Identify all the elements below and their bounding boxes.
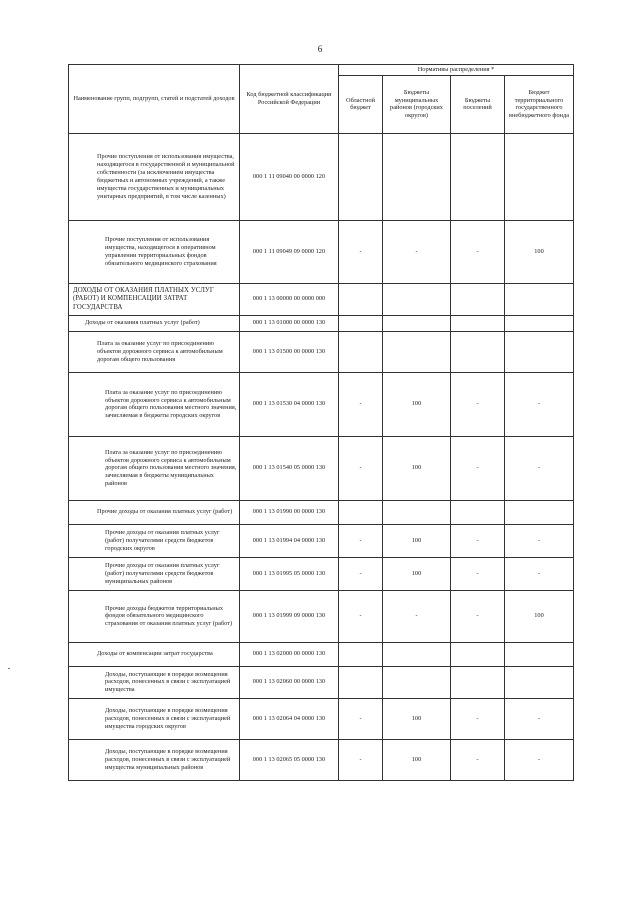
row-value-settlements: -: [451, 436, 505, 500]
row-value-regional: -: [339, 524, 383, 557]
header-col-settlements: Бюджеты поселений: [451, 75, 505, 133]
row-value-municipal: 100: [383, 557, 451, 590]
row-code: 000 1 13 01999 09 0000 130: [240, 590, 339, 642]
row-value-municipal: 100: [383, 524, 451, 557]
row-value-regional: [339, 642, 383, 666]
table-row: [69, 500, 574, 524]
row-name: Доходы, поступающие в порядке возмещения расходов, понесенных в связи с эксплуатацией имущества городских округов: [69, 698, 240, 739]
row-value-municipal: 100: [383, 436, 451, 500]
row-code: 000 1 13 01530 04 0000 130: [240, 372, 339, 436]
row-name: ДОХОДЫ ОТ ОКАЗАНИЯ ПЛАТНЫХ УСЛУГ (РАБОТ) И КОМПЕНСАЦИИ ЗАТРАТ ГОСУДАРСТВА: [69, 283, 240, 315]
row-value-municipal: [383, 666, 451, 698]
row-value-settlements: -: [451, 698, 505, 739]
row-value-regional: [339, 500, 383, 524]
row-value-municipal: [383, 331, 451, 372]
table-row: [69, 524, 574, 557]
row-value-fund: -: [505, 436, 574, 500]
row-value-settlements: -: [451, 372, 505, 436]
table-row: [69, 698, 574, 739]
row-code: 000 1 11 09040 00 0000 120: [240, 133, 339, 220]
row-code: 000 1 13 01540 05 0000 130: [240, 436, 339, 500]
table-body: [69, 133, 574, 780]
row-code: 000 1 11 09049 09 0000 120: [240, 220, 339, 283]
row-value-settlements: [451, 500, 505, 524]
row-value-municipal: [383, 642, 451, 666]
page-number: 6: [317, 44, 323, 54]
row-value-regional: [339, 133, 383, 220]
row-value-regional: -: [339, 698, 383, 739]
row-code: 000 1 13 01000 00 0000 130: [240, 315, 339, 331]
row-code: 000 1 13 01994 04 0000 130: [240, 524, 339, 557]
row-value-settlements: -: [451, 590, 505, 642]
row-name: Доходы от оказания платных услуг (работ): [69, 315, 240, 331]
row-value-municipal: 100: [383, 739, 451, 780]
header-col-municipal: Бюджеты муниципальных районов (городских округов): [383, 75, 451, 133]
row-value-regional: [339, 666, 383, 698]
row-name: Прочие доходы от оказания платных услуг (работ) получателями средств бюджетов городских округов: [69, 524, 240, 557]
row-value-fund: [505, 642, 574, 666]
row-name: Прочие доходы от оказания платных услуг (работ): [69, 500, 240, 524]
header-col-fund: Бюджет территориального государственного внебюджетного фонда: [505, 75, 574, 133]
row-name: Прочие поступления от использования имущества, находящегося в государственной и муниципальной собственности (за исключением имущества бюджетных и автономных учреждений, а также имущества государственных и муниципальных унитарных предприятий, в том числе казенных): [69, 133, 240, 220]
table-row: [69, 666, 574, 698]
row-name: Плата за оказание услуг по присоединению объектов дорожного сервиса к автомобильным дорогам общего пользования местного значения, зачисляемая в бюджеты муниципальных районов: [69, 436, 240, 500]
header-code: Код бюджетной классификации Российской Федерации: [240, 65, 339, 134]
table-row: [69, 436, 574, 500]
row-name: Прочие поступления от использования имущества, находящегося в оперативном управлении территориальных фондов обязательного медицинского страхования: [69, 220, 240, 283]
row-value-regional: [339, 331, 383, 372]
row-value-municipal: [383, 500, 451, 524]
row-code: 000 1 13 02000 00 0000 130: [240, 642, 339, 666]
header-name: Наименование групп, подгрупп, статей и подстатей доходов: [69, 65, 240, 134]
row-value-fund: [505, 331, 574, 372]
row-value-regional: [339, 315, 383, 331]
row-value-fund: -: [505, 524, 574, 557]
row-value-fund: -: [505, 372, 574, 436]
header-col-regional: Областной бюджет: [339, 75, 383, 133]
row-value-fund: -: [505, 557, 574, 590]
row-value-municipal: 100: [383, 698, 451, 739]
row-value-regional: -: [339, 220, 383, 283]
row-value-municipal: -: [383, 590, 451, 642]
row-value-fund: [505, 315, 574, 331]
row-code: 000 1 13 01500 00 0000 130: [240, 331, 339, 372]
row-name: Доходы, поступающие в порядке возмещения расходов, понесенных в связи с эксплуатацией имущества: [69, 666, 240, 698]
row-value-regional: -: [339, 372, 383, 436]
table-row: [69, 557, 574, 590]
row-name: Прочие доходы бюджетов территориальных фондов обязательного медицинского страхования от оказания платных услуг (работ): [69, 590, 240, 642]
row-name: Плата за оказание услуг по присоединению объектов дорожного сервиса к автомобильным дорогам общего пользования: [69, 331, 240, 372]
row-value-settlements: [451, 666, 505, 698]
row-value-settlements: [451, 642, 505, 666]
row-value-fund: -: [505, 698, 574, 739]
distribution-table: [68, 64, 574, 781]
row-value-settlements: [451, 315, 505, 331]
row-code: 000 1 13 00000 00 0000 000: [240, 283, 339, 315]
row-name: Доходы от компенсации затрат государства: [69, 642, 240, 666]
table-row: [69, 739, 574, 780]
row-code: 000 1 13 01990 00 0000 130: [240, 500, 339, 524]
table-row: [69, 315, 574, 331]
row-value-settlements: -: [451, 739, 505, 780]
row-value-settlements: [451, 133, 505, 220]
header-group: Нормативы распределения *: [339, 65, 574, 76]
row-value-municipal: 100: [383, 372, 451, 436]
row-code: 000 1 13 01995 05 0000 130: [240, 557, 339, 590]
row-value-fund: [505, 283, 574, 315]
row-value-fund: [505, 133, 574, 220]
scan-speck: [8, 668, 10, 669]
row-value-regional: -: [339, 739, 383, 780]
row-value-settlements: [451, 283, 505, 315]
row-value-fund: [505, 666, 574, 698]
row-value-municipal: -: [383, 220, 451, 283]
table-row: [69, 133, 574, 220]
row-value-settlements: -: [451, 220, 505, 283]
row-value-fund: [505, 500, 574, 524]
row-value-regional: -: [339, 557, 383, 590]
row-value-settlements: -: [451, 524, 505, 557]
row-value-regional: -: [339, 436, 383, 500]
row-value-fund: 100: [505, 590, 574, 642]
row-code: 000 1 13 02064 04 0000 130: [240, 698, 339, 739]
row-value-municipal: [383, 315, 451, 331]
row-name: Плата за оказание услуг по присоединению объектов дорожного сервиса к автомобильным дорогам общего пользования местного значения, зачисляемая в бюджеты городских округов: [69, 372, 240, 436]
row-value-fund: 100: [505, 220, 574, 283]
row-value-settlements: [451, 331, 505, 372]
row-value-regional: -: [339, 590, 383, 642]
table-row: [69, 590, 574, 642]
row-value-fund: -: [505, 739, 574, 780]
table-row: [69, 283, 574, 315]
row-value-regional: [339, 283, 383, 315]
row-code: 000 1 13 02060 00 0000 130: [240, 666, 339, 698]
table-row: [69, 372, 574, 436]
row-value-municipal: [383, 133, 451, 220]
row-value-settlements: -: [451, 557, 505, 590]
row-name: Доходы, поступающие в порядке возмещения расходов, понесенных в связи с эксплуатацией имущества муниципальных районов: [69, 739, 240, 780]
table-header: [69, 65, 574, 134]
table-row: [69, 331, 574, 372]
table-row: [69, 220, 574, 283]
row-code: 000 1 13 02065 05 0000 130: [240, 739, 339, 780]
row-value-municipal: [383, 283, 451, 315]
table-row: [69, 642, 574, 666]
row-name: Прочие доходы от оказания платных услуг (работ) получателями средств бюджетов муниципальных районов: [69, 557, 240, 590]
